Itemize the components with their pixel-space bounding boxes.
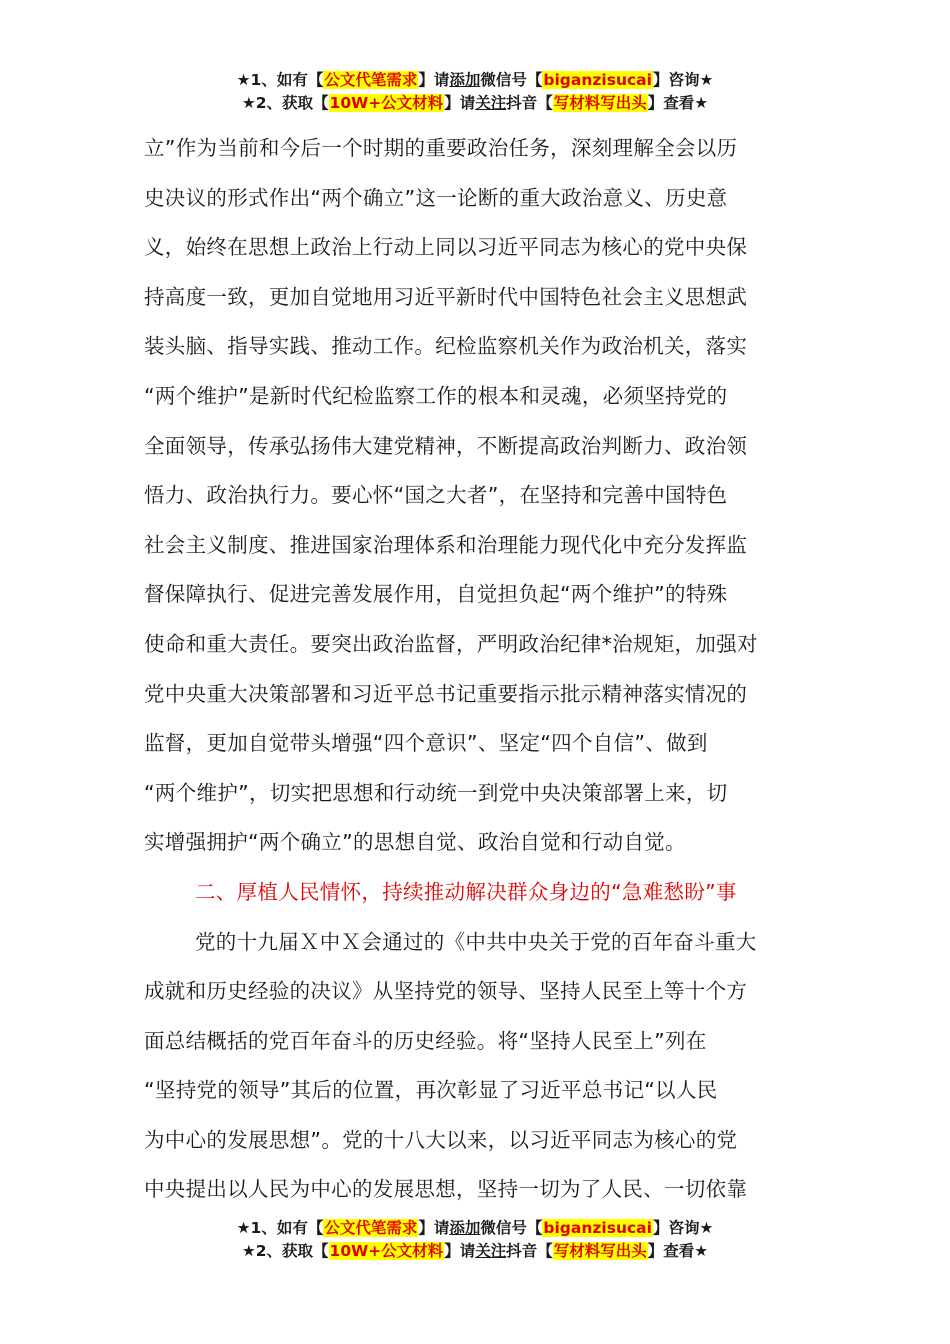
- underlined-text: 关注: [475, 1242, 507, 1260]
- text-line: 实增强拥护“两个确立”的思想自觉、政治自觉和行动自觉。: [144, 830, 686, 855]
- underlined-text: 关注: [475, 94, 507, 112]
- text-line: 装头脑、指导实践、推动工作。纪检监察机关作为政治机关，落实: [144, 334, 748, 359]
- text-line: “坚持党的领导”其后的位置，再次彰显了习近平总书记“以人民: [144, 1078, 718, 1103]
- banner-text: 】请: [444, 1242, 476, 1260]
- banner-text: 】咨询★: [652, 71, 714, 89]
- banner-text: 】请: [444, 94, 476, 112]
- text-line: 义，始终在思想上政治上行动上同以习近平同志为核心的党中央保: [144, 235, 748, 260]
- text-line: “两个维护”是新时代纪检监察工作的根本和灵魂，必须坚持党的: [144, 383, 728, 408]
- heading-text: 二、厚植人民情怀，持续推动解决群众身边的“急难愁盼”事: [195, 879, 737, 904]
- paragraph-1: [144, 124, 804, 868]
- text-line: 面总结概括的党百年奋斗的历史经验。将“坚持人民至上”列在: [144, 1028, 707, 1053]
- highlight-materials: 10W+公文材料: [329, 94, 444, 112]
- banner-text: 】咨询★: [652, 1219, 714, 1237]
- banner-text: 】查看★: [647, 94, 709, 112]
- banner-line-1: [0, 69, 950, 92]
- banner-text: 微信号【: [480, 71, 543, 89]
- highlight-service: 公文代笔需求: [324, 1219, 418, 1237]
- banner-text: 】查看★: [647, 1242, 709, 1260]
- highlight-wechat-id: biganzisucai: [543, 71, 652, 89]
- highlight-wechat-id: biganzisucai: [543, 1219, 652, 1237]
- text-line: 持高度一致，更加自觉地用习近平新时代中国特色社会主义思想武: [144, 284, 748, 309]
- text-line: 中央提出以人民为中心的发展思想，坚持一切为了人民、一切依靠: [144, 1177, 748, 1202]
- underlined-text: 添加: [449, 71, 481, 89]
- text-line: 社会主义制度、推进国家治理体系和治理能力现代化中充分发挥监: [144, 532, 748, 557]
- text-line: 为中心的发展思想”。党的十八大以来，以习近平同志为核心的党: [144, 1127, 738, 1152]
- highlight-douyin: 写材料写出头: [553, 1242, 647, 1260]
- banner-text: ★2、获取【: [241, 94, 329, 112]
- header-banner: [0, 69, 950, 115]
- banner-text: 】请: [418, 71, 450, 89]
- paragraph-2: [144, 918, 804, 1216]
- banner-text: 抖音【: [506, 94, 553, 112]
- text-line: 立”作为当前和今后一个时期的重要政治任务，深刻理解全会以历: [144, 136, 738, 160]
- banner-text: ★1、如有【: [236, 71, 324, 89]
- text-line: 全面领导，传承弘扬伟大建党精神，不断提高政治判断力、政治领: [144, 433, 748, 458]
- text-line: 党中央重大决策部署和习近平总书记重要指示批示精神落实情况的: [144, 681, 748, 706]
- text-line: 督保障执行、促进完善发展作用，自觉担负起“两个维护”的特殊: [144, 582, 728, 607]
- banner-text: ★1、如有【: [236, 1219, 324, 1237]
- banner-line-2: [0, 92, 950, 115]
- section-heading: [144, 868, 804, 918]
- highlight-service: 公文代笔需求: [324, 71, 418, 89]
- banner-text: 】请: [418, 1219, 450, 1237]
- text-line: 监督，更加自觉带头增强“四个意识”、坚定“四个自信”、做到: [144, 731, 708, 756]
- document-body: [144, 124, 804, 1215]
- banner-line-2: [0, 1240, 950, 1263]
- highlight-materials: 10W+公文材料: [329, 1242, 444, 1260]
- text-line: 成就和历史经验的决议》从坚持党的领导、坚持人民至上等十个方: [144, 979, 748, 1004]
- footer-banner: [0, 1217, 950, 1263]
- text-line: 党的十九届Ｘ中Ｘ会通过的《中共中央关于党的百年奋斗重大: [195, 929, 757, 954]
- banner-text: ★2、获取【: [241, 1242, 329, 1260]
- banner-text: 微信号【: [480, 1219, 543, 1237]
- text-line: 史决议的形式作出“两个确立”这一论断的重大政治意义、历史意: [144, 185, 728, 210]
- underlined-text: 添加: [449, 1219, 481, 1237]
- text-line: 使命和重大责任。要突出政治监督，严明政治纪律*治规矩，加强对: [144, 631, 758, 656]
- highlight-douyin: 写材料写出头: [553, 94, 647, 112]
- text-line: 悟力、政治执行力。要心怀“国之大者”，在坚持和完善中国特色: [144, 483, 728, 508]
- banner-line-1: [0, 1217, 950, 1240]
- text-line: “两个维护”，切实把思想和行动统一到党中央决策部署上来，切: [144, 780, 728, 805]
- banner-text: 抖音【: [506, 1242, 553, 1260]
